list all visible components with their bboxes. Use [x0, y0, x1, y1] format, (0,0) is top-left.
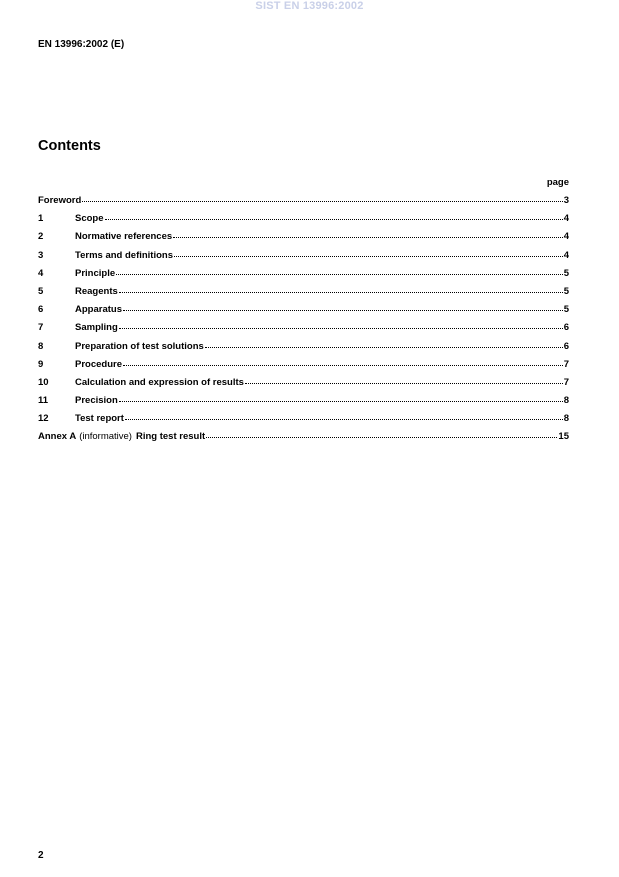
toc-entry-page: 7 — [563, 358, 569, 370]
toc-entry-title: Principle — [75, 267, 116, 279]
page-number: 2 — [38, 850, 44, 861]
toc-entry-annex-a[interactable] — [38, 430, 569, 448]
toc-entry-title: Apparatus — [75, 304, 122, 316]
toc-annex-note: (informative) — [79, 431, 132, 443]
toc-leader-dots — [116, 267, 563, 275]
toc-entry-number: 2 — [38, 231, 44, 243]
toc-leader-dots — [173, 230, 563, 238]
toc-leader-dots — [119, 285, 563, 293]
toc-entry[interactable] — [38, 340, 569, 358]
toc-entry[interactable] — [38, 376, 569, 394]
toc-entry[interactable] — [38, 412, 569, 430]
toc-entry[interactable] — [38, 303, 569, 321]
toc-entry[interactable] — [38, 267, 569, 285]
toc-leader-dots — [205, 340, 563, 348]
toc-entry-number: 3 — [38, 249, 44, 261]
toc-entry-foreword[interactable] — [38, 194, 569, 212]
toc-leader-dots — [123, 303, 563, 311]
document-id: EN 13996:2002 (E) — [38, 39, 125, 50]
toc-entry-title: Calculation and expression of results — [75, 376, 244, 388]
table-of-contents — [38, 194, 569, 449]
toc-entry-title: Scope — [75, 213, 104, 225]
toc-entry-number: 6 — [38, 304, 44, 316]
toc-entry-page: 6 — [563, 322, 569, 334]
toc-entry-number: 4 — [38, 267, 44, 279]
toc-entry-title: Sampling — [75, 322, 118, 334]
toc-leader-dots — [119, 394, 563, 402]
toc-leader-dots — [206, 430, 557, 438]
toc-entry-number: 7 — [38, 322, 44, 334]
toc-entry-number: 9 — [38, 358, 44, 370]
toc-entry[interactable] — [38, 321, 569, 339]
toc-leader-dots — [105, 212, 563, 220]
toc-entry-number: 8 — [38, 340, 44, 352]
toc-entry-page: 5 — [563, 285, 569, 297]
toc-entry-number: 10 — [38, 376, 49, 388]
contents-heading: Contents — [38, 138, 101, 154]
toc-entry-title: Terms and definitions — [75, 249, 174, 261]
toc-entry-title: Test report — [75, 413, 124, 425]
toc-leader-dots — [82, 194, 562, 202]
toc-entry[interactable] — [38, 285, 569, 303]
toc-entry-page: 5 — [563, 304, 569, 316]
toc-entry-page: 8 — [563, 395, 569, 407]
toc-entry-title: Reagents — [75, 285, 118, 297]
toc-entry-page: 4 — [563, 249, 569, 261]
toc-entry-title: Precision — [75, 395, 118, 407]
toc-entry-title: Foreword — [38, 195, 82, 206]
toc-entry-page: 7 — [563, 376, 569, 388]
watermark: SIST EN 13996:2002 — [255, 0, 364, 12]
toc-entry-number: 11 — [38, 395, 49, 407]
toc-entry[interactable] — [38, 212, 569, 230]
toc-entry-title: Preparation of test solutions — [75, 340, 204, 352]
toc-entry-page: 6 — [563, 340, 569, 352]
toc-entry-title: Normative references — [75, 231, 173, 243]
page-column-label: page — [546, 177, 569, 188]
toc-annex-prefix: Annex A — [38, 431, 77, 443]
toc-entry-number: 5 — [38, 285, 44, 297]
toc-entry[interactable] — [38, 249, 569, 267]
toc-entry-page: 8 — [563, 413, 569, 425]
toc-leader-dots — [245, 376, 563, 384]
toc-entry[interactable] — [38, 230, 569, 248]
toc-entry-page: 4 — [563, 213, 569, 225]
toc-leader-dots — [125, 412, 563, 420]
toc-entry-number: 1 — [38, 213, 44, 225]
toc-entry-title: Procedure — [75, 358, 122, 370]
toc-leader-dots — [174, 249, 563, 257]
toc-entry-page: 3 — [563, 195, 569, 206]
toc-entry[interactable] — [38, 358, 569, 376]
toc-entry-title: Ring test result — [135, 431, 206, 443]
toc-entry[interactable] — [38, 394, 569, 412]
toc-leader-dots — [119, 321, 563, 329]
toc-entry-page: 15 — [558, 431, 569, 443]
toc-entry-number: 12 — [38, 413, 49, 425]
toc-entry-page: 5 — [563, 267, 569, 279]
toc-leader-dots — [123, 358, 563, 366]
toc-entry-page: 4 — [563, 231, 569, 243]
